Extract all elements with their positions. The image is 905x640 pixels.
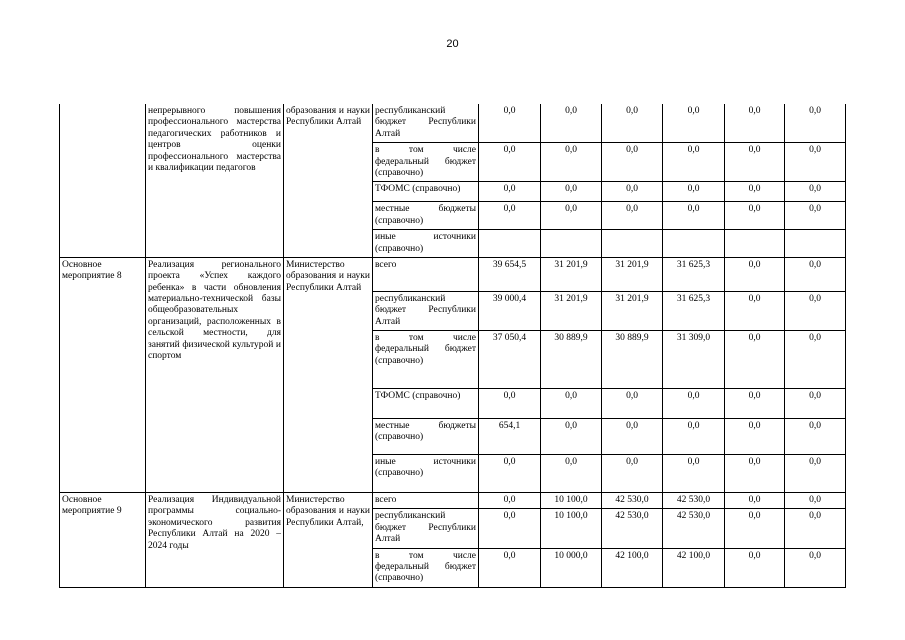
amount-cell: 0,0 xyxy=(725,455,785,493)
amount-cell: 0,0 xyxy=(785,202,846,230)
amount-cell: 39 654,5 xyxy=(479,257,541,291)
amount-cell: 0,0 xyxy=(541,182,602,202)
amount-cell: 0,0 xyxy=(785,257,846,291)
activity-name-cell: Реализация Индивидуальной программы социально-экономического развития Республики Алтай на 2020 – 2024 годы xyxy=(146,493,284,588)
amount-cell: 0,0 xyxy=(479,389,541,419)
amount-cell: 0,0 xyxy=(725,548,785,587)
amount-cell: 0,0 xyxy=(663,104,725,143)
table-row xyxy=(60,104,846,143)
amount-cell: 0,0 xyxy=(663,419,725,455)
amount-cell: 0,0 xyxy=(602,104,663,143)
amount-cell: 0,0 xyxy=(541,455,602,493)
activity-code-cell: Основное мероприятие 9 xyxy=(60,493,146,588)
amount-cell: 0,0 xyxy=(785,509,846,548)
amount-cell: 654,1 xyxy=(479,419,541,455)
amount-cell: 31 625,3 xyxy=(663,291,725,330)
amount-cell: 10 100,0 xyxy=(541,509,602,548)
amount-cell: 0,0 xyxy=(541,143,602,182)
amount-cell xyxy=(725,230,785,258)
amount-cell: 0,0 xyxy=(785,104,846,143)
amount-cell: 0,0 xyxy=(663,202,725,230)
amount-cell: 0,0 xyxy=(602,389,663,419)
funding-source-cell: в том числе федеральный бюджет (справочно) xyxy=(373,143,479,182)
amount-cell: 0,0 xyxy=(725,331,785,389)
amount-cell xyxy=(602,230,663,258)
amount-cell: 0,0 xyxy=(785,419,846,455)
amount-cell: 0,0 xyxy=(479,548,541,587)
amount-cell: 31 309,0 xyxy=(663,331,725,389)
amount-cell: 0,0 xyxy=(725,257,785,291)
amount-cell: 0,0 xyxy=(725,509,785,548)
amount-cell: 0,0 xyxy=(479,182,541,202)
funding-source-cell: республиканский бюджет Республики Алтай xyxy=(373,509,479,548)
amount-cell: 31 201,9 xyxy=(541,291,602,330)
amount-cell: 0,0 xyxy=(725,291,785,330)
amount-cell: 42 100,0 xyxy=(663,548,725,587)
amount-cell xyxy=(479,230,541,258)
amount-cell: 31 201,9 xyxy=(602,291,663,330)
amount-cell xyxy=(663,230,725,258)
amount-cell: 0,0 xyxy=(785,182,846,202)
amount-cell: 42 530,0 xyxy=(663,509,725,548)
amount-cell: 0,0 xyxy=(785,548,846,587)
amount-cell: 0,0 xyxy=(785,455,846,493)
funding-source-cell: местные бюджеты (справочно) xyxy=(373,202,479,230)
amount-cell: 0,0 xyxy=(541,202,602,230)
amount-cell: 42 530,0 xyxy=(602,509,663,548)
amount-cell: 0,0 xyxy=(663,143,725,182)
amount-cell: 0,0 xyxy=(479,104,541,143)
amount-cell: 0,0 xyxy=(602,182,663,202)
funding-source-cell: иные источники (справочно) xyxy=(373,230,479,258)
funding-source-cell: в том числе федеральный бюджет (справочно) xyxy=(373,548,479,587)
amount-cell: 0,0 xyxy=(725,143,785,182)
funding-source-cell: всего xyxy=(373,257,479,291)
activity-code-cell xyxy=(60,104,146,257)
funding-source-cell: всего xyxy=(373,493,479,509)
funding-source-cell: ТФОМС (справочно) xyxy=(373,182,479,202)
table-row xyxy=(60,257,846,291)
amount-cell: 0,0 xyxy=(785,143,846,182)
amount-cell: 31 201,9 xyxy=(541,257,602,291)
amount-cell: 42 530,0 xyxy=(602,493,663,509)
activity-code-cell: Основное мероприятие 8 xyxy=(60,257,146,492)
amount-cell: 0,0 xyxy=(725,389,785,419)
amount-cell: 0,0 xyxy=(602,143,663,182)
amount-cell: 0,0 xyxy=(479,143,541,182)
amount-cell: 0,0 xyxy=(785,331,846,389)
amount-cell: 39 000,4 xyxy=(479,291,541,330)
amount-cell: 0,0 xyxy=(725,493,785,509)
amount-cell: 0,0 xyxy=(725,419,785,455)
amount-cell: 0,0 xyxy=(602,455,663,493)
amount-cell: 10 100,0 xyxy=(541,493,602,509)
amount-cell: 0,0 xyxy=(663,389,725,419)
amount-cell: 10 000,0 xyxy=(541,548,602,587)
activity-name-cell: непрерывного повышения профессионального мастерства педагогических работников и центров оценки профессионального мастерства и квалификации педагогов xyxy=(146,104,284,257)
amount-cell: 42 100,0 xyxy=(602,548,663,587)
amount-cell: 37 050,4 xyxy=(479,331,541,389)
amount-cell: 0,0 xyxy=(785,389,846,419)
amount-cell: 30 889,9 xyxy=(541,331,602,389)
amount-cell: 0,0 xyxy=(725,104,785,143)
amount-cell: 0,0 xyxy=(479,455,541,493)
executor-cell: Министерство образования и науки Республики Алтай, xyxy=(284,493,373,588)
amount-cell: 0,0 xyxy=(602,419,663,455)
funding-source-cell: иные источники (справочно) xyxy=(373,455,479,493)
amount-cell: 31 201,9 xyxy=(602,257,663,291)
amount-cell xyxy=(541,230,602,258)
amount-cell: 0,0 xyxy=(663,455,725,493)
amount-cell: 0,0 xyxy=(785,291,846,330)
amount-cell: 30 889,9 xyxy=(602,331,663,389)
funding-source-cell: республиканский бюджет Республики Алтай xyxy=(373,291,479,330)
activity-name-cell: Реализация регионального проекта «Успех каждого ребенка» в части обновления материально-технической базы общеобразовательных организаций, расположенных в сельской местности, для занятий физической культурой и спортом xyxy=(146,257,284,492)
amount-cell: 42 530,0 xyxy=(663,493,725,509)
amount-cell: 0,0 xyxy=(663,182,725,202)
funding-source-cell: местные бюджеты (справочно) xyxy=(373,419,479,455)
amount-cell: 0,0 xyxy=(541,104,602,143)
amount-cell: 0,0 xyxy=(541,389,602,419)
funding-source-cell: ТФОМС (справочно) xyxy=(373,389,479,419)
amount-cell: 0,0 xyxy=(479,202,541,230)
amount-cell: 0,0 xyxy=(479,509,541,548)
amount-cell: 0,0 xyxy=(602,202,663,230)
amount-cell xyxy=(785,230,846,258)
amount-cell: 0,0 xyxy=(725,202,785,230)
table-body xyxy=(60,104,846,587)
funding-source-cell: республиканский бюджет Республики Алтай xyxy=(373,104,479,143)
executor-cell: Министерство образования и науки Республики Алтай xyxy=(284,257,373,492)
executor-cell: образования и науки Республики Алтай xyxy=(284,104,373,257)
amount-cell: 0,0 xyxy=(725,182,785,202)
amount-cell: 0,0 xyxy=(479,493,541,509)
funding-source-cell: в том числе федеральный бюджет (справочно) xyxy=(373,331,479,389)
amount-cell: 0,0 xyxy=(785,493,846,509)
table-row xyxy=(60,493,846,509)
budget-table xyxy=(59,104,846,588)
amount-cell: 0,0 xyxy=(541,419,602,455)
page-number: 20 xyxy=(446,38,459,50)
amount-cell: 31 625,3 xyxy=(663,257,725,291)
